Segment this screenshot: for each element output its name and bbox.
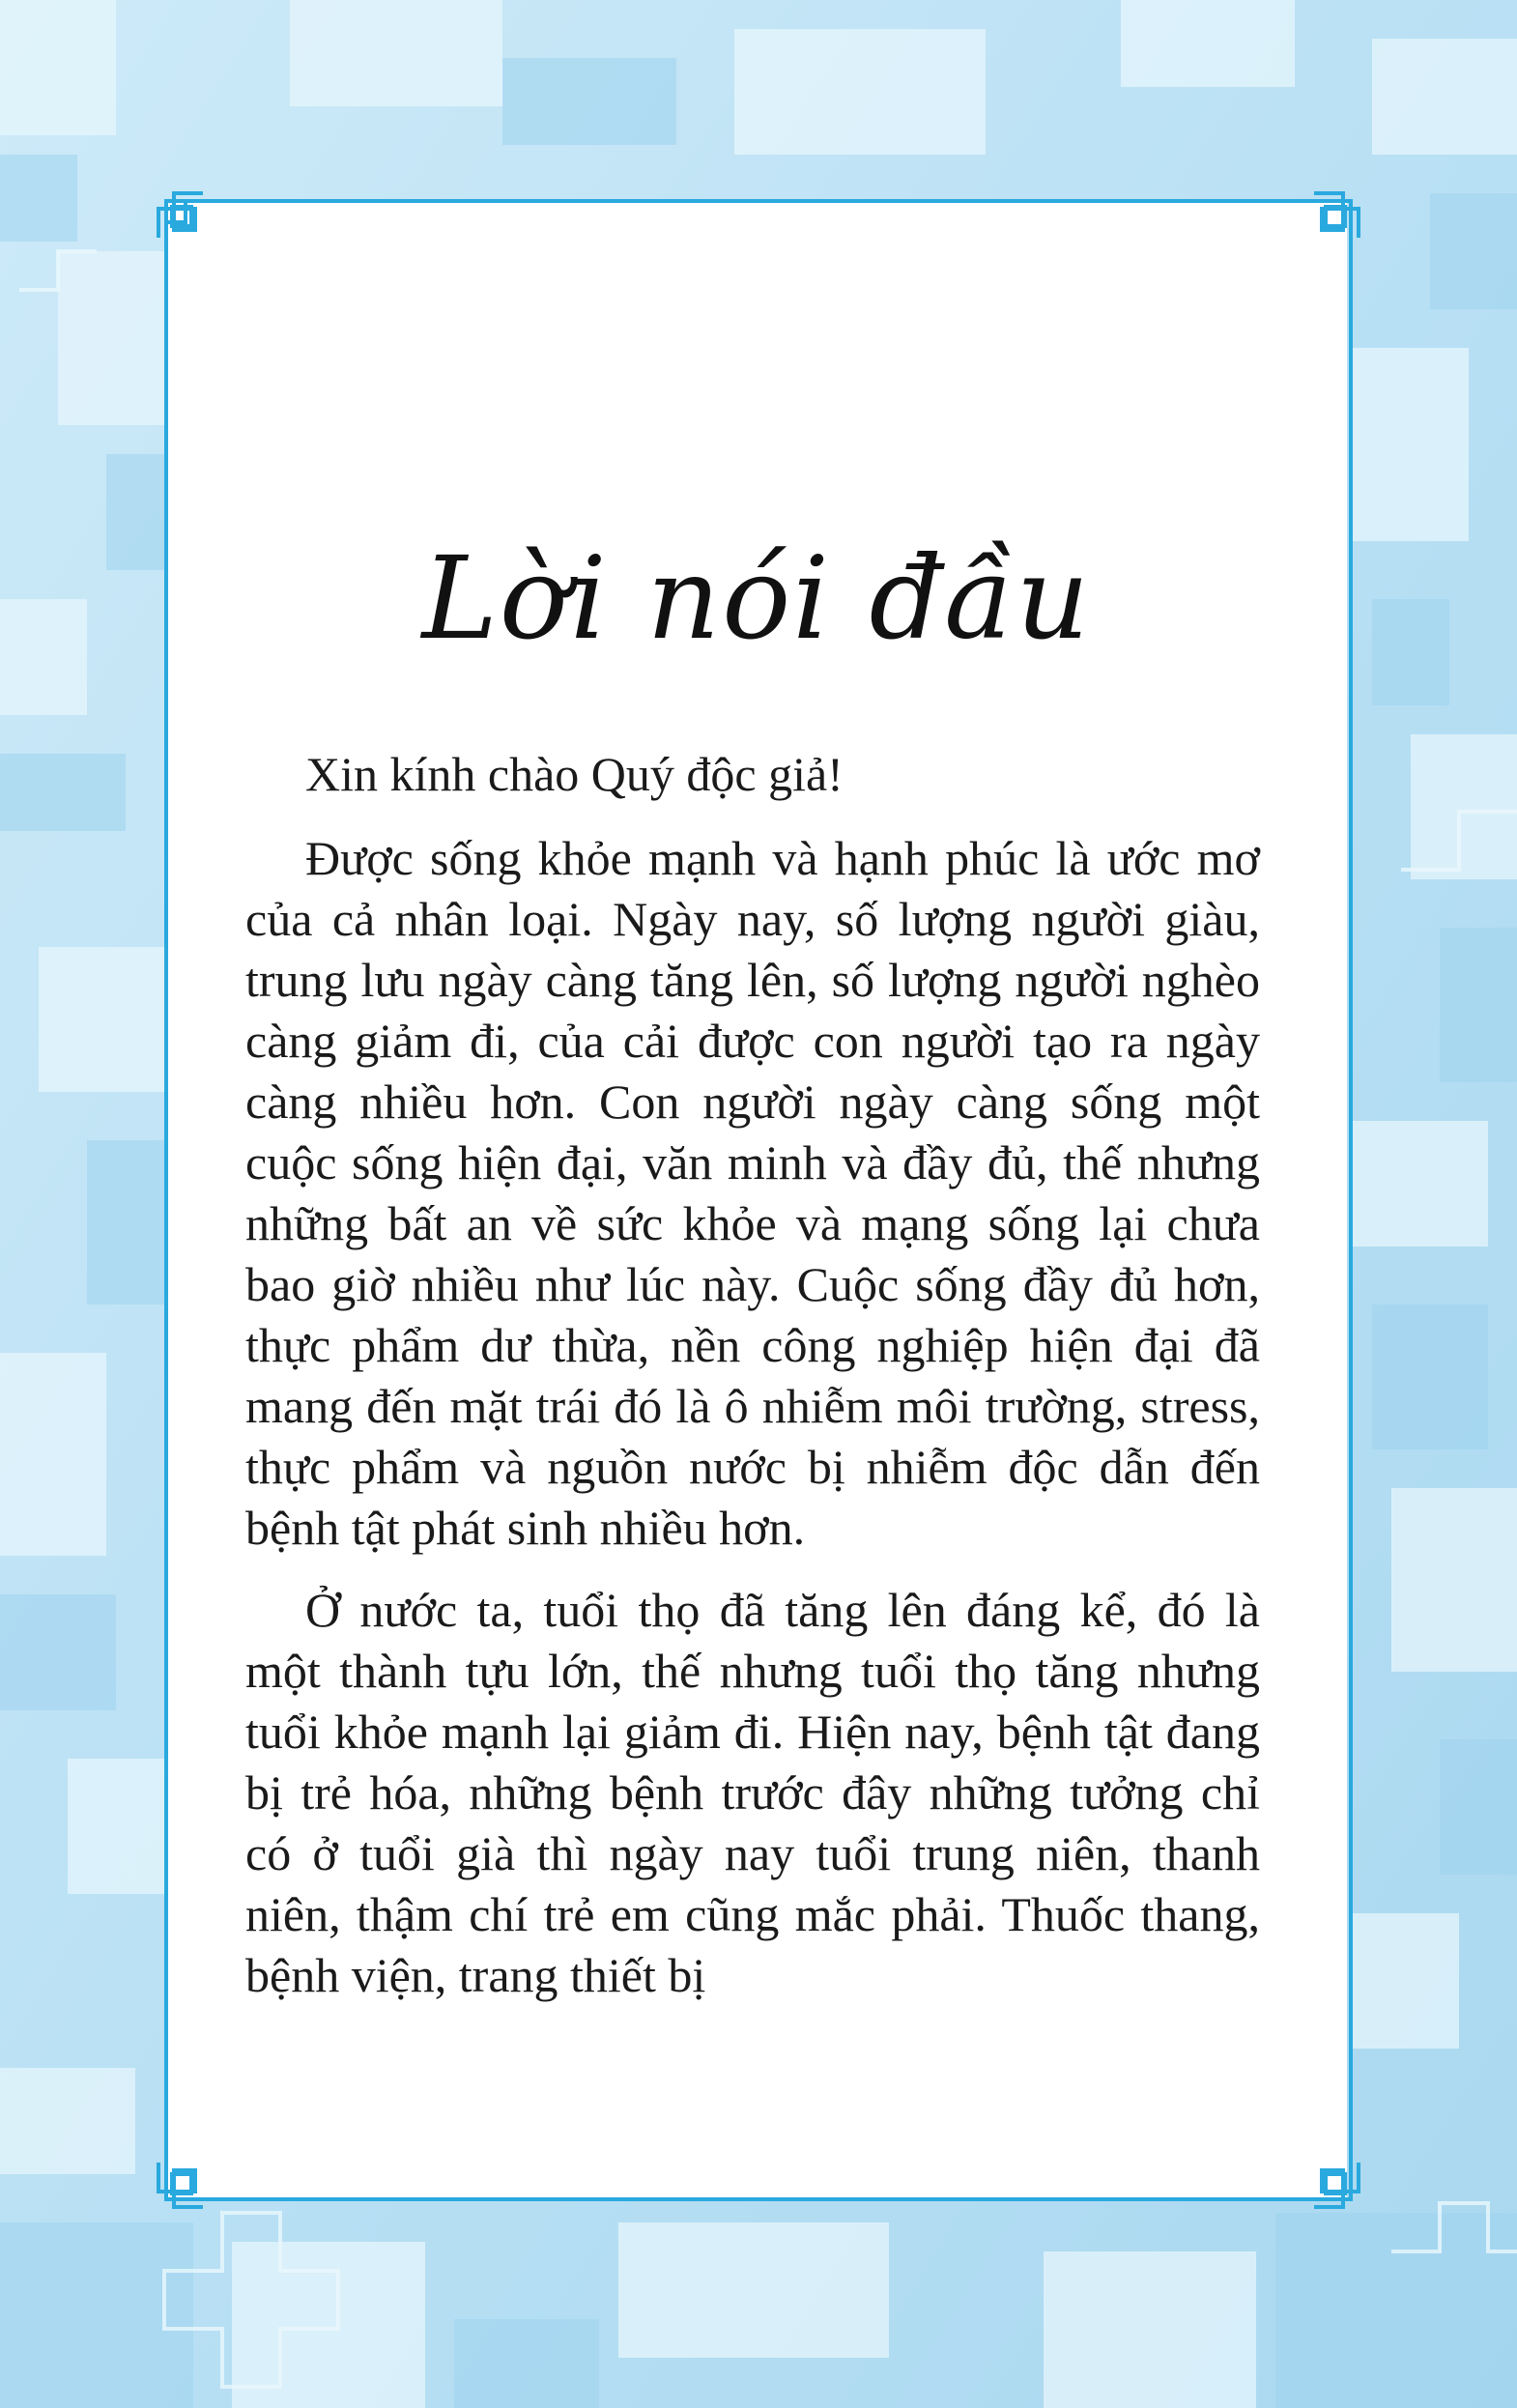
preface-body xyxy=(245,744,1260,2027)
page-title: Lời nói đầu xyxy=(421,531,1092,665)
corner-ornament-top-left xyxy=(155,189,222,257)
paragraph-1: Được sống khỏe mạnh và hạnh phúc là ước mơ của cả nhân loại. Ngày nay, số lượng người giàu, trung lưu ngày càng tăng lên, số lượng người nghèo càng giảm đi, của cải được con người tạo ra ngày càng nhiều hơn. Con người ngày càng sống một cuộc sống hiện đại, văn minh và đầy đủ, thế nhưng những bất an về sức khỏe và mạng sống lại chưa bao giờ nhiều như lúc này. Cuộc sống đầy đủ hơn, thực phẩm dư thừa, nền công nghiệp hiện đại đã mang đến mặt trái đó là ô nhiễm môi trường, stress, thực phẩm và nguồn nước bị nhiễm độc dẫn đến bệnh tật phát sinh nhiều hơn. xyxy=(245,831,1260,1555)
greeting-paragraph: Xin kính chào Quý độc giả! xyxy=(305,747,844,801)
corner-ornament-bottom-left xyxy=(155,2143,222,2211)
paragraph-2: Ở nước ta, tuổi thọ đã tăng lên đáng kể, đó là một thành tựu lớn, thế nhưng tuổi thọ tăng nhưng tuổi khỏe mạnh lại giảm đi. Hiện nay, bệnh tật đang bị trẻ hóa, những bệnh trước đây những tưởng chỉ có ở tuổi già thì ngày nay tuổi trung niên, thanh niên, thậm chí trẻ em cũng mắc phải. Thuốc thang, bệnh viện, trang thiết bị xyxy=(245,1583,1260,2002)
corner-ornament-top-right xyxy=(1295,189,1362,257)
corner-ornament-bottom-right xyxy=(1295,2143,1362,2211)
